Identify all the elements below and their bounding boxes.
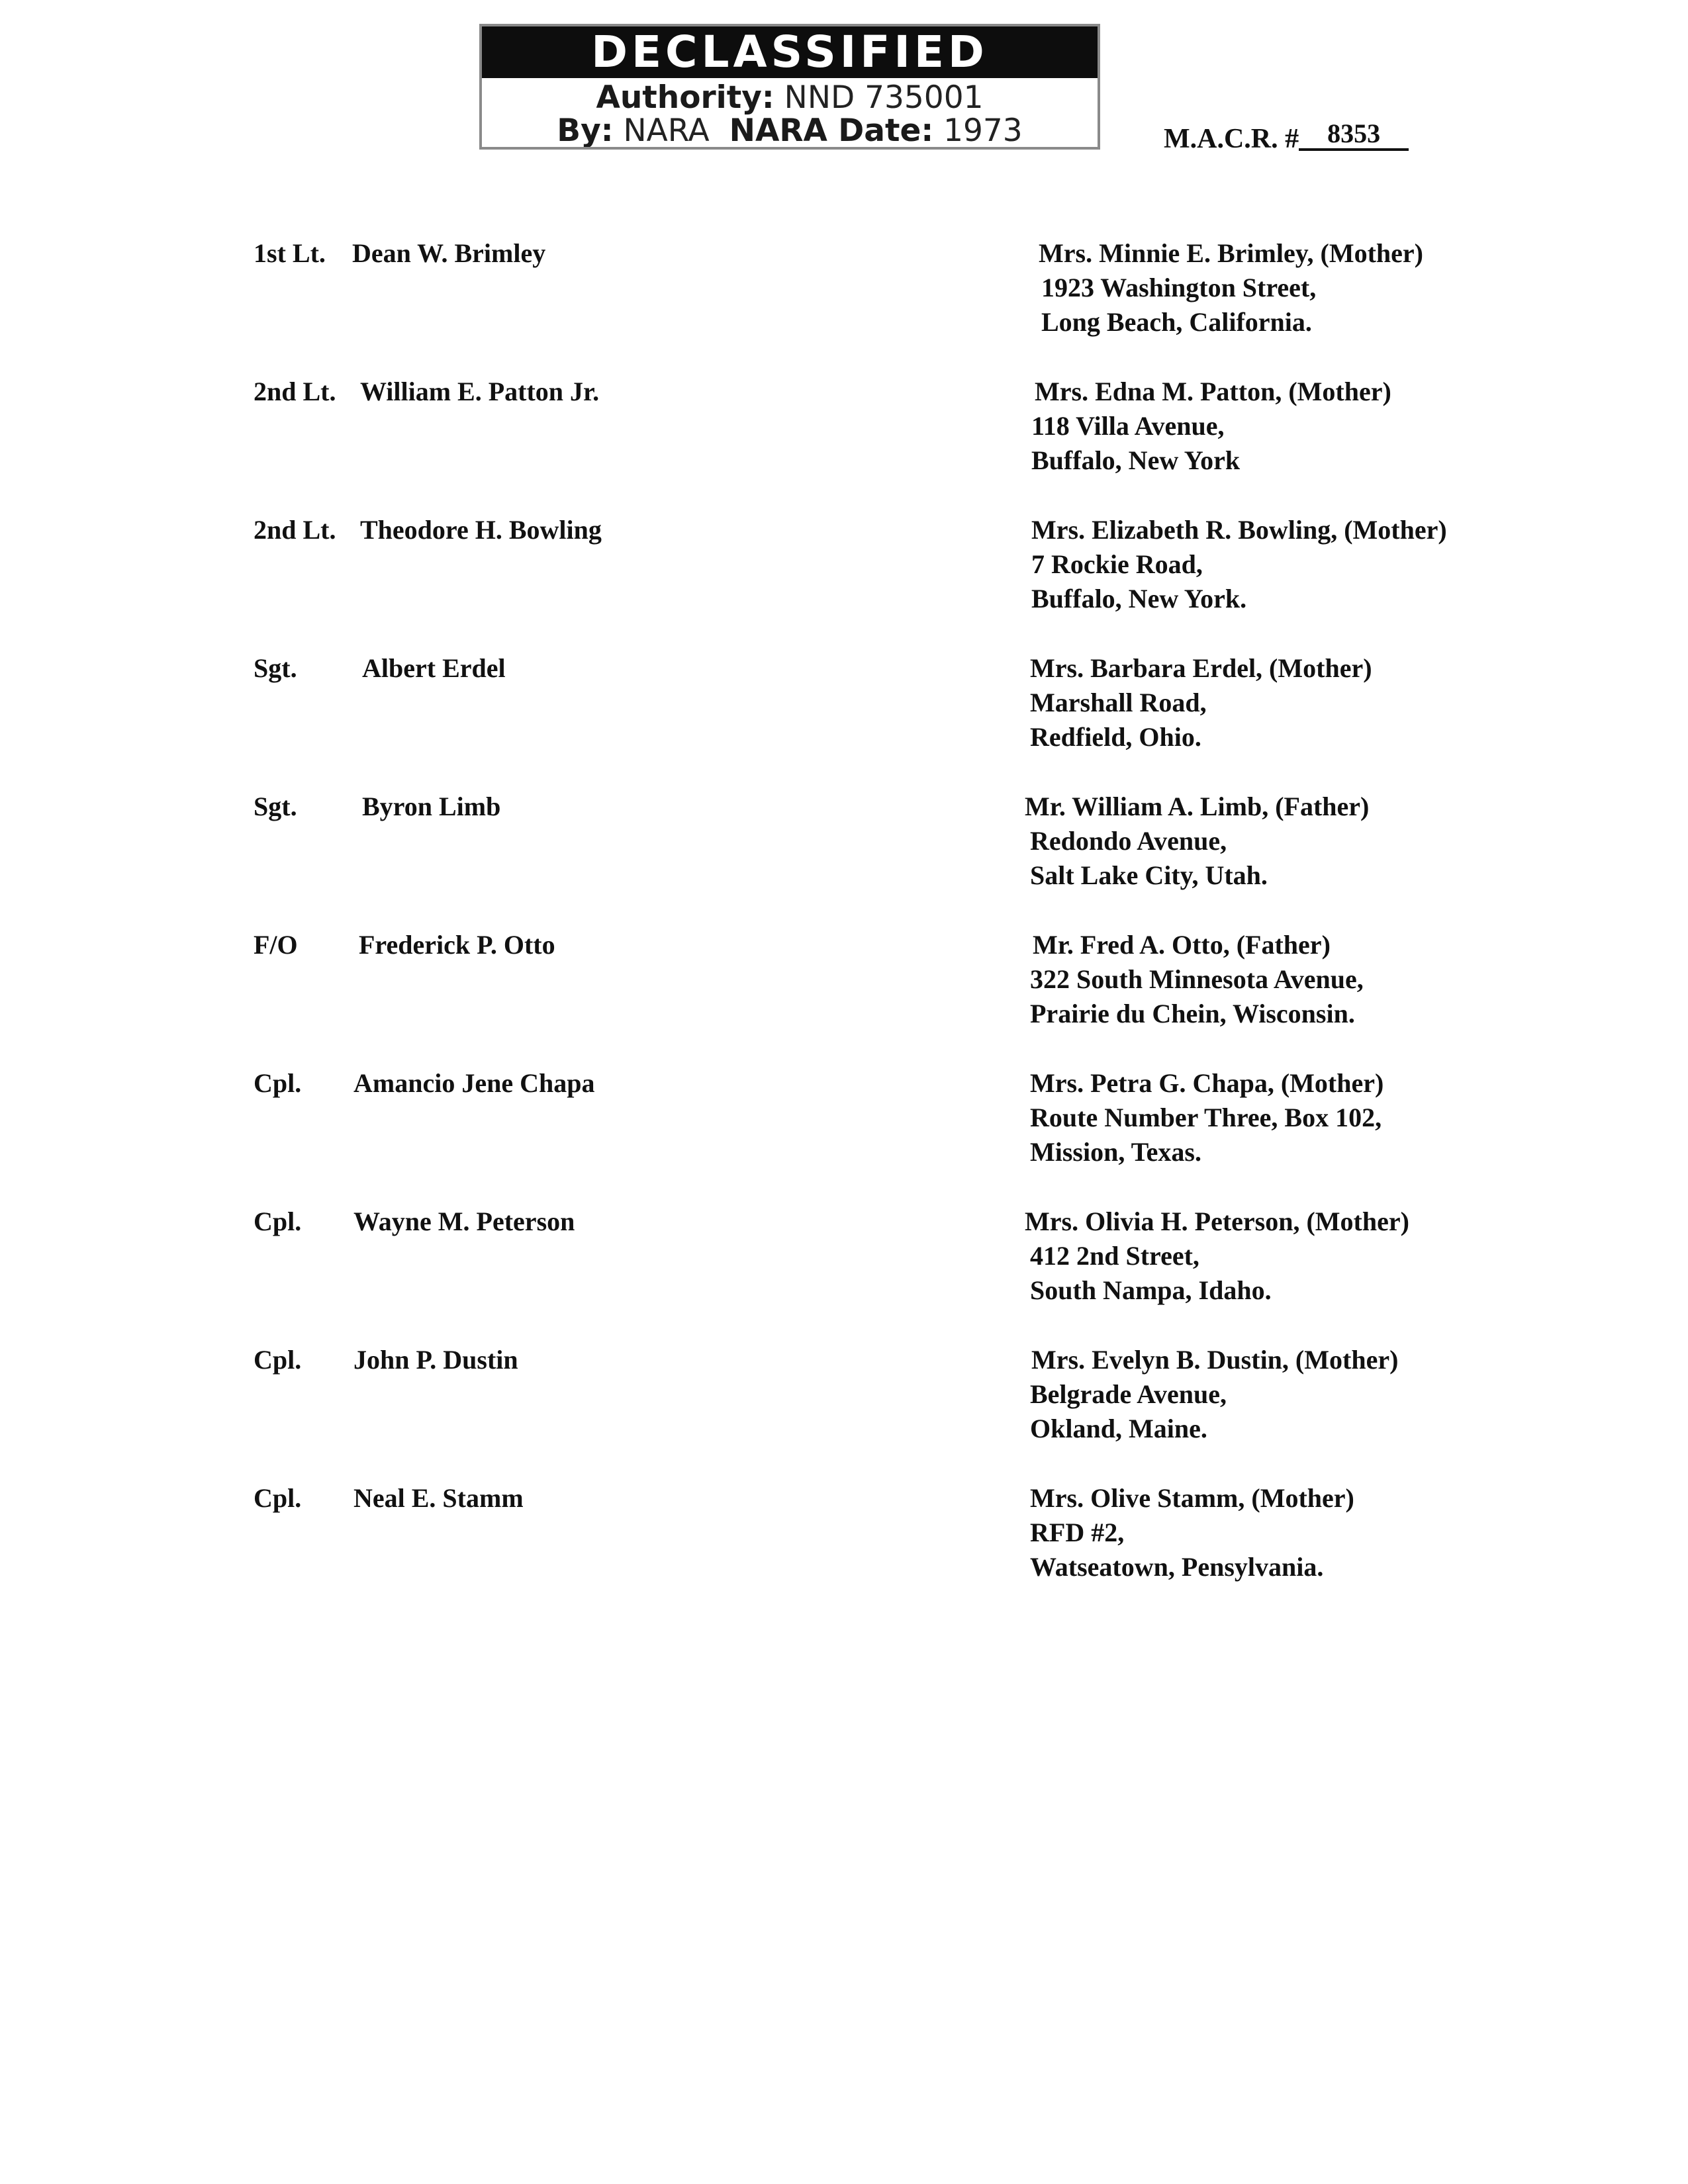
crew-name: Albert Erdel — [362, 653, 506, 683]
crew-name: Theodore H. Bowling — [360, 515, 602, 545]
next-of-kin-name: Mrs. Petra G. Chapa, (Mother) — [1030, 1068, 1384, 1098]
crew-entry — [0, 513, 1688, 625]
crew-entry — [0, 1205, 1688, 1317]
next-of-kin-address-line1: 7 Rockie Road, — [1031, 549, 1203, 579]
next-of-kin-address-line1: Belgrade Avenue, — [1030, 1379, 1227, 1409]
crew-rank: 2nd Lt. — [254, 515, 336, 545]
next-of-kin-name: Mrs. Olivia H. Peterson, (Mother) — [1025, 1206, 1409, 1236]
next-of-kin-address-line2: Prairie du Chein, Wisconsin. — [1030, 999, 1355, 1028]
crew-entry — [0, 928, 1688, 1040]
next-of-kin-address-line2: Okland, Maine. — [1030, 1414, 1207, 1443]
declassified-stamp — [479, 24, 1100, 150]
crew-name: Byron Limb — [362, 792, 501, 821]
crew-name: William E. Patton Jr. — [360, 377, 600, 406]
next-of-kin-address-line2: Buffalo, New York — [1031, 445, 1241, 475]
crew-name: Dean W. Brimley — [352, 238, 546, 268]
crew-rank: Cpl. — [254, 1068, 302, 1098]
stamp-date-value: 1973 — [943, 113, 1023, 149]
macr-number: 8353 — [1299, 119, 1409, 151]
crew-entry — [0, 1481, 1688, 1594]
stamp-by-value: NARA — [623, 113, 710, 149]
next-of-kin-address-line1: Route Number Three, Box 102, — [1030, 1103, 1382, 1132]
next-of-kin-address-line2: South Nampa, Idaho. — [1030, 1275, 1272, 1305]
crew-name: Frederick P. Otto — [359, 930, 555, 960]
next-of-kin-address-line2: Long Beach, California. — [1041, 307, 1312, 337]
next-of-kin-address-line1: 412 2nd Street, — [1030, 1241, 1199, 1271]
next-of-kin-name: Mrs. Minnie E. Brimley, (Mother) — [1039, 238, 1423, 268]
crew-entry — [0, 1066, 1688, 1179]
crew-entry — [0, 790, 1688, 902]
next-of-kin-name: Mrs. Edna M. Patton, (Mother) — [1035, 377, 1391, 406]
next-of-kin-address-line2: Watseatown, Pensylvania. — [1030, 1552, 1324, 1582]
crew-rank: Sgt. — [254, 653, 297, 683]
crew-name: Amancio Jene Chapa — [353, 1068, 595, 1098]
crew-name: Wayne M. Peterson — [353, 1206, 575, 1236]
stamp-by-line — [482, 114, 1098, 148]
stamp-title: DECLASSIFIED — [482, 26, 1098, 78]
crew-rank: Sgt. — [254, 792, 297, 821]
crew-rank: Cpl. — [254, 1206, 302, 1236]
next-of-kin-address-line2: Mission, Texas. — [1030, 1137, 1201, 1167]
crew-rank: Cpl. — [254, 1483, 302, 1513]
crew-rank: 2nd Lt. — [254, 377, 336, 406]
next-of-kin-address-line1: Redondo Avenue, — [1030, 826, 1227, 856]
next-of-kin-address-line1: 118 Villa Avenue, — [1031, 411, 1225, 441]
crew-rank: F/O — [254, 930, 298, 960]
crew-entry — [0, 1343, 1688, 1455]
next-of-kin-address-line1: Marshall Road, — [1030, 688, 1207, 717]
stamp-authority-value: NND 735001 — [784, 79, 984, 116]
macr-label: M.A.C.R. # — [1164, 124, 1299, 154]
crew-rank: 1st Lt. — [254, 238, 326, 268]
next-of-kin-name: Mr. William A. Limb, (Father) — [1025, 792, 1370, 821]
next-of-kin-address-line1: 322 South Minnesota Avenue, — [1030, 964, 1364, 994]
next-of-kin-name: Mr. Fred A. Otto, (Father) — [1033, 930, 1331, 960]
stamp-authority-line — [482, 81, 1098, 115]
stamp-by-label: By: — [557, 113, 614, 149]
next-of-kin-name: Mrs. Barbara Erdel, (Mother) — [1030, 653, 1372, 683]
macr-number-field — [1164, 118, 1409, 156]
crew-entry — [0, 651, 1688, 764]
next-of-kin-name: Mrs. Evelyn B. Dustin, (Mother) — [1031, 1345, 1399, 1375]
next-of-kin-address-line2: Buffalo, New York. — [1031, 584, 1247, 614]
stamp-authority-label: Authority: — [596, 79, 774, 116]
crew-entry — [0, 375, 1688, 487]
next-of-kin-name: Mrs. Elizabeth R. Bowling, (Mother) — [1031, 515, 1447, 545]
next-of-kin-address-line2: Redfield, Ohio. — [1030, 722, 1201, 752]
crew-name: John P. Dustin — [353, 1345, 518, 1375]
crew-name: Neal E. Stamm — [353, 1483, 524, 1513]
next-of-kin-address-line2: Salt Lake City, Utah. — [1030, 860, 1268, 890]
crew-entry — [0, 236, 1688, 349]
next-of-kin-address-line1: 1923 Washington Street, — [1041, 273, 1317, 302]
next-of-kin-address-line1: RFD #2, — [1030, 1518, 1125, 1547]
next-of-kin-name: Mrs. Olive Stamm, (Mother) — [1030, 1483, 1354, 1513]
stamp-date-label: NARA Date: — [729, 113, 934, 149]
crew-rank: Cpl. — [254, 1345, 302, 1375]
